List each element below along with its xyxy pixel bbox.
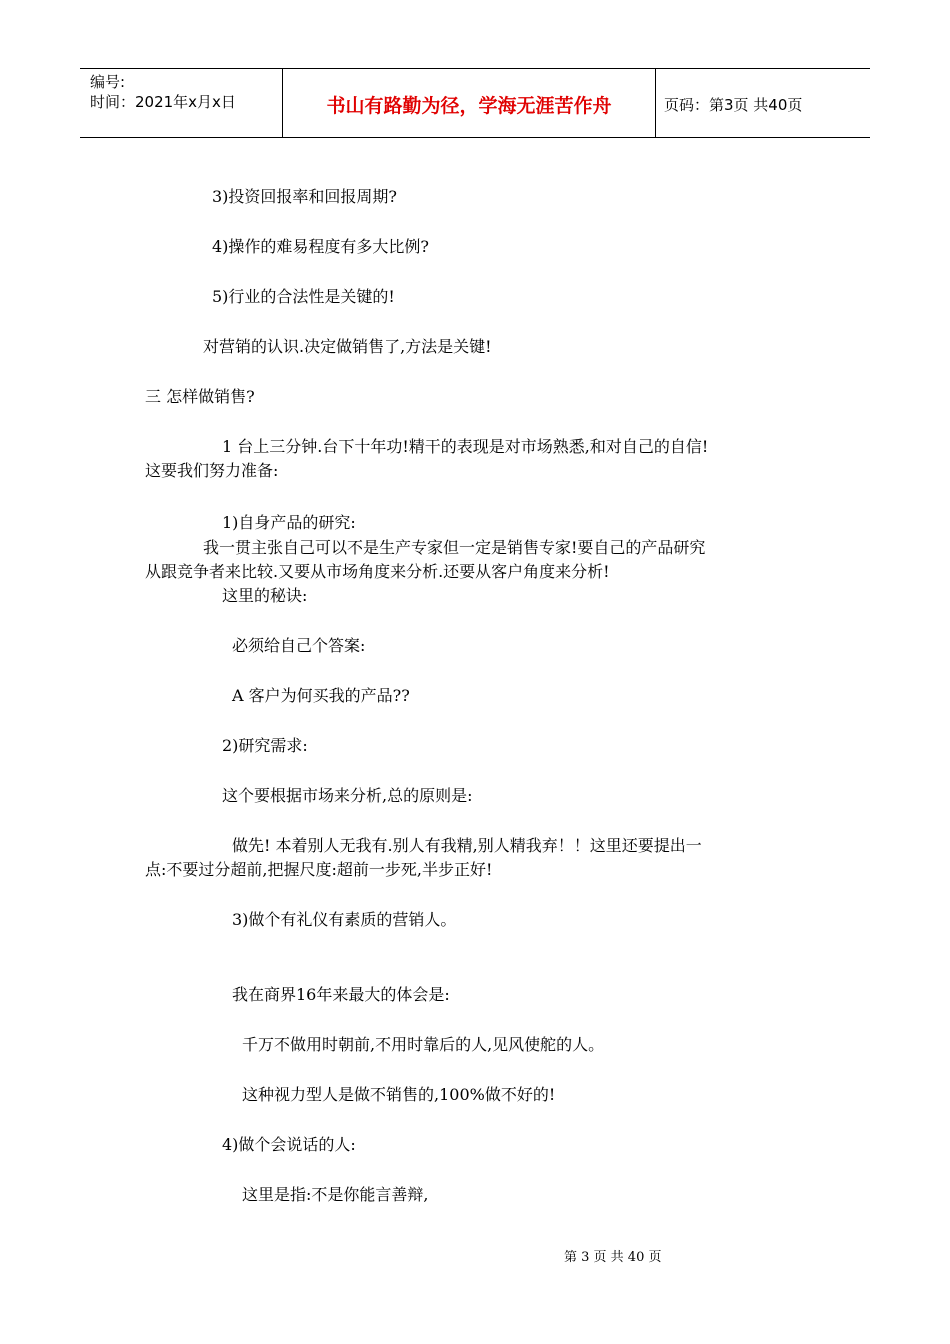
header-motto-cell [283,69,656,137]
body-line: 千万不做用时朝前,不用时靠后的人,见风使舵的人。 [242,1035,605,1054]
header-page-cell [656,69,870,137]
body-line: 从跟竞争者来比较.又要从市场角度来分析.还要从客户角度来分析! [145,562,610,581]
body-line: 5)行业的合法性是关键的! [212,287,395,306]
document-time-label: 时间：2021年x月x日 [90,93,236,111]
body-line: 这种视力型人是做不销售的,100%做不好的! [242,1085,556,1104]
body-line: 我在商界16年来最大的体会是: [232,985,450,1004]
section-heading: 三 怎样做销售? [145,387,255,406]
body-line: 4)操作的难易程度有多大比例? [212,237,430,256]
body-line: 4)做个会说话的人: [222,1135,356,1154]
page-footer: 第 3 页 共 40 页 [564,1250,662,1265]
body-line: 这个要根据市场来分析,总的原则是: [222,786,473,805]
body-line: 我一贯主张自己可以不是生产专家但一定是销售专家!要自己的产品研究 [203,538,706,557]
body-line: 必须给自己个答案: [232,636,366,655]
body-line: 1 台上三分钟.台下十年功!精干的表现是对市场熟悉,和对自己的自信! [222,437,709,456]
body-line: 2)研究需求: [222,736,308,755]
body-line: 这里是指:不是你能言善辩, [242,1185,429,1204]
body-line: 这里的秘诀: [222,586,308,605]
body-line: 做先! 本着别人无我有.别人有我精,别人精我弃！！这里还要提出一 [232,836,702,855]
body-line: 点:不要过分超前,把握尺度:超前一步死,半步正好! [145,860,493,879]
document-number-label: 编号: [90,73,126,91]
body-line: 对营销的认识.决定做销售了,方法是关键! [203,337,492,356]
header-page-code: 页码：第3页 共40页 [664,96,803,114]
body-line: 3)投资回报率和回报周期? [212,187,398,206]
page-header [80,68,870,138]
header-motto: 书山有路勤为径，学海无涯苦作舟 [326,95,612,117]
body-line: 这要我们努力准备: [145,461,279,480]
body-line: 3)做个有礼仪有素质的营销人。 [232,910,457,929]
body-line: 1)自身产品的研究: [222,513,356,532]
header-info-cell [80,69,283,137]
body-line: A 客户为何买我的产品?? [232,686,410,705]
